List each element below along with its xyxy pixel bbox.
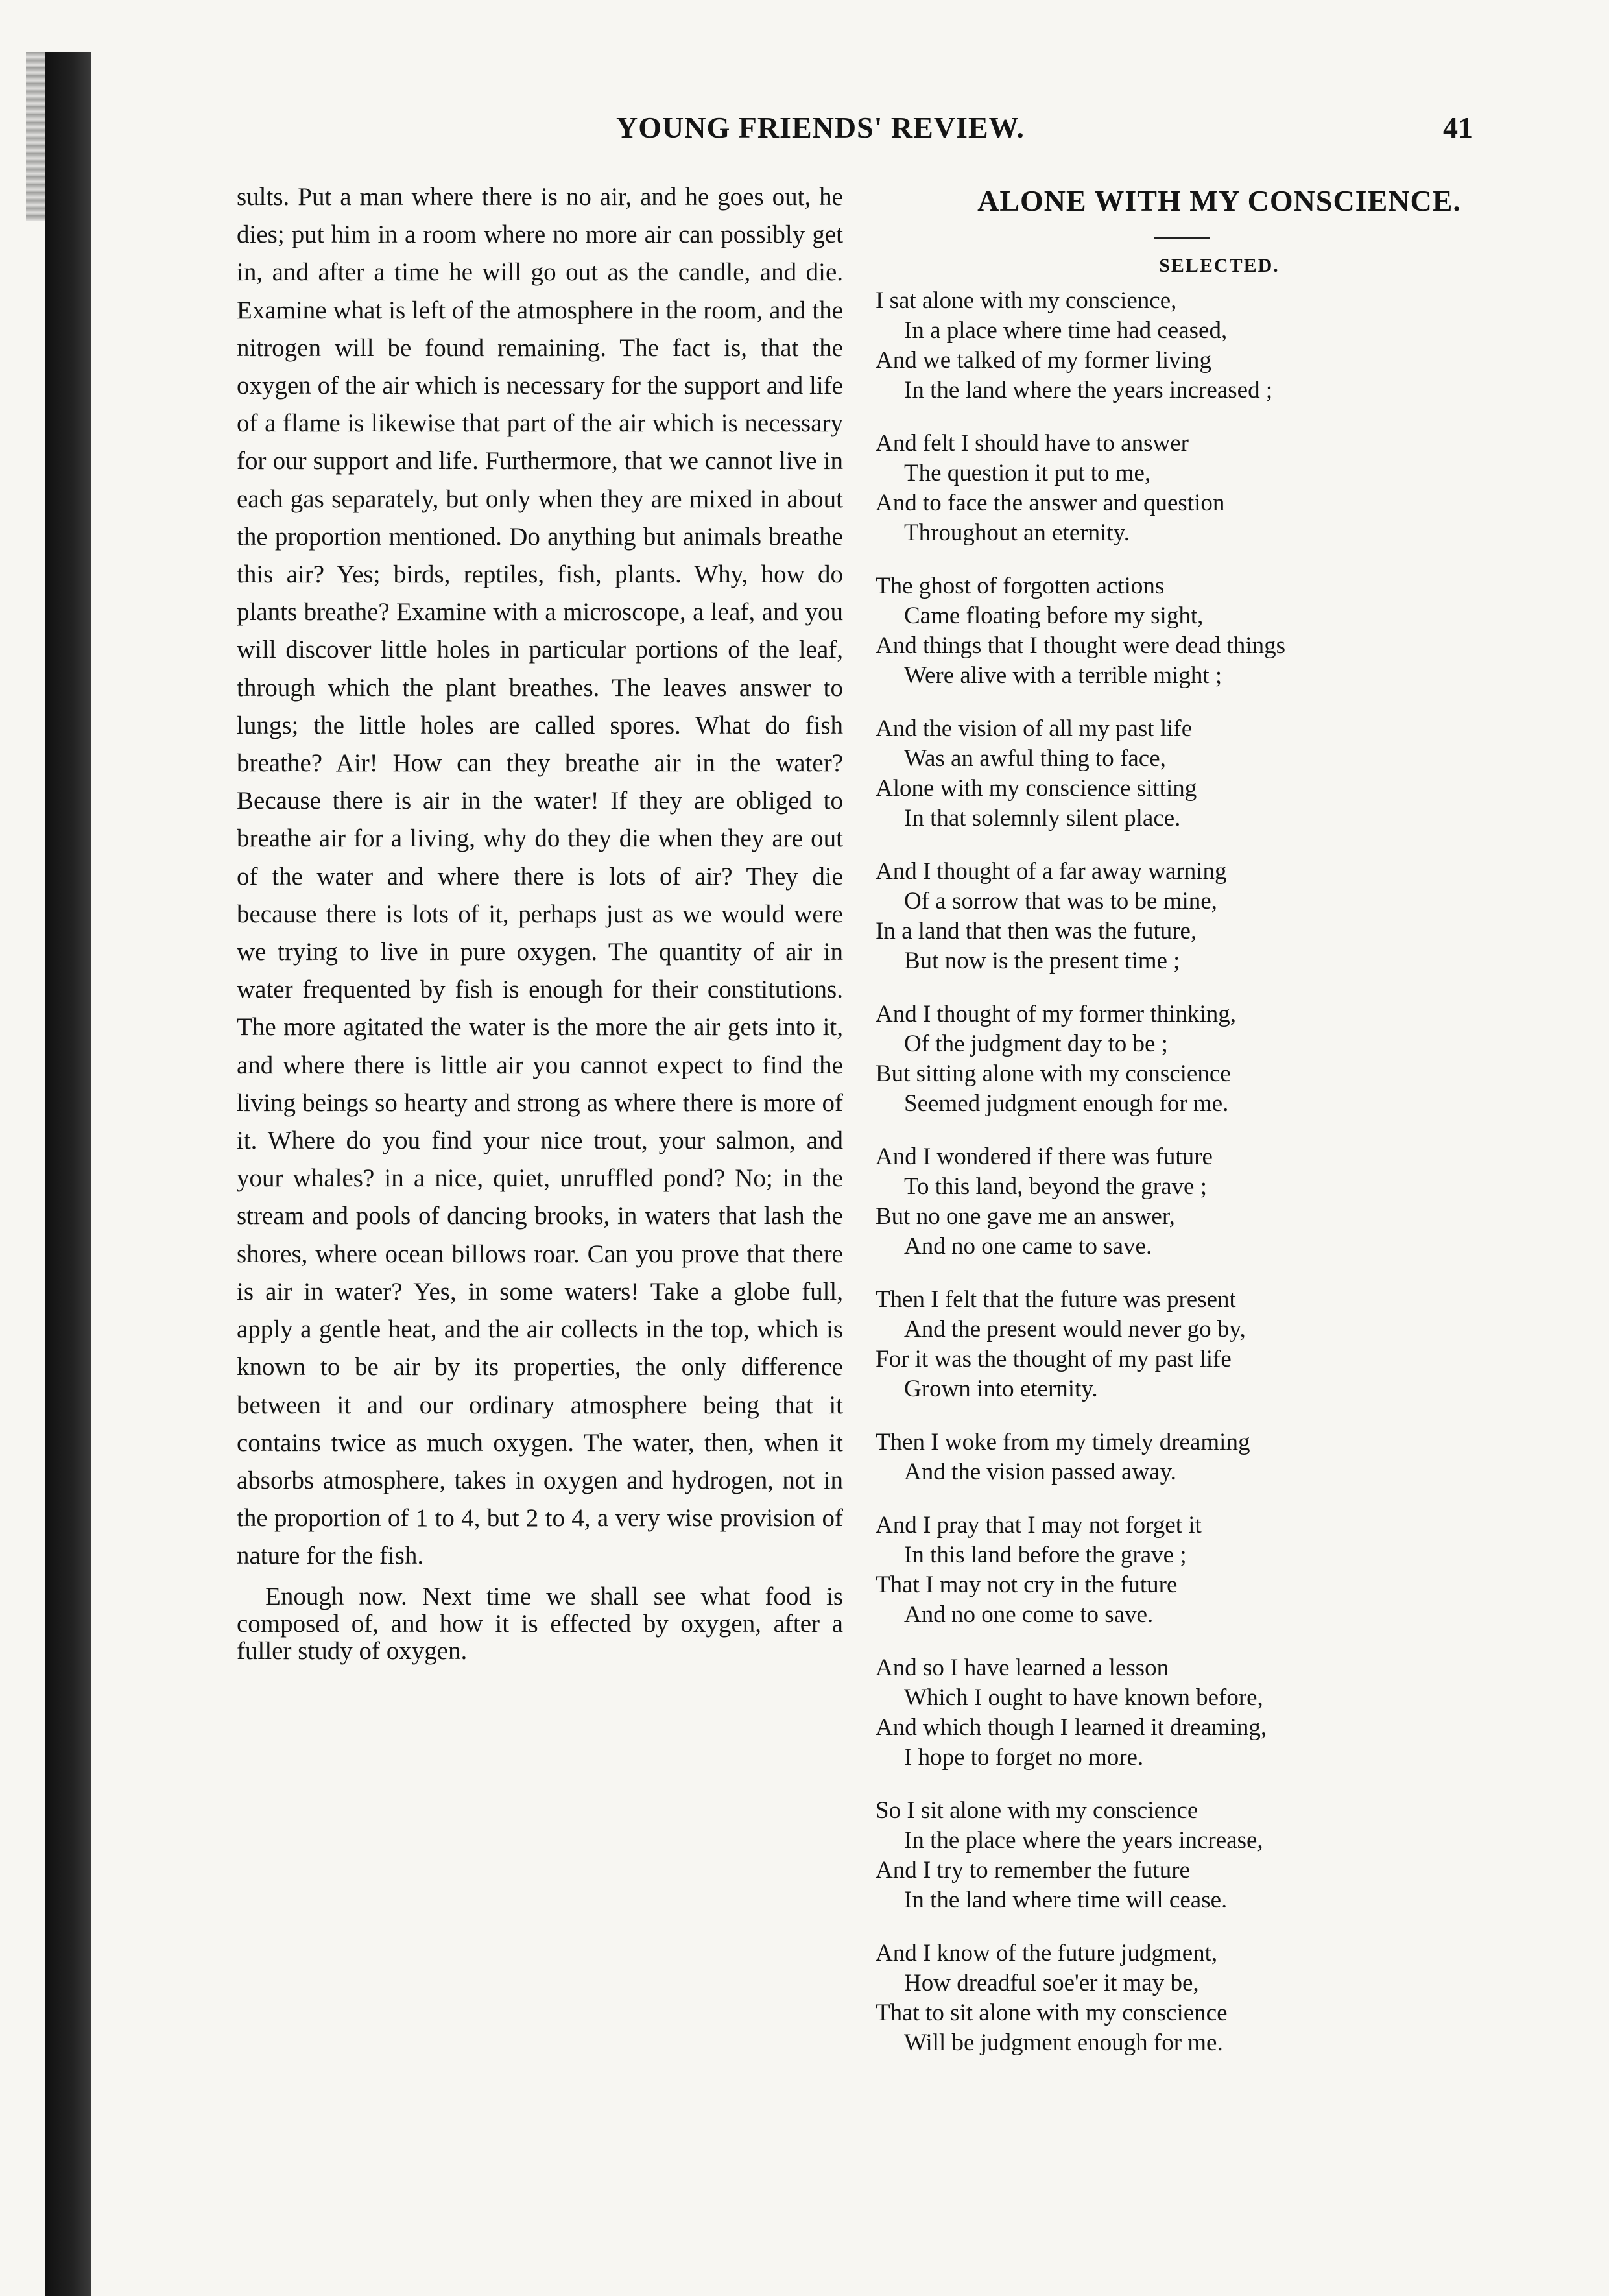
poem-line: But now is the present time ; (904, 948, 1180, 974)
poem-stanza (876, 1428, 1563, 1487)
page-binding-strip (45, 52, 91, 2296)
poem-line: Will be judgment enough for me. (904, 2029, 1223, 2056)
poem-line: Grown into eternity. (904, 1376, 1098, 1402)
article-paragraph-2: Enough now. Next time we shall see what food is composed of, and how it is effected by oxygen, after a fuller study of oxygen. (237, 1582, 843, 1665)
poem-line: And I thought of my former thinking, (876, 1001, 1236, 1027)
poem-byline: SELECTED. (1159, 255, 1280, 276)
article-paragraph-1: sults. Put a man where there is no air, and he goes out, he dies; put him in a room where no more air can possibly get in, and after a time he will go out as the candle, and die. Examine what is left of the atmosphere in the room, and the nitrogen will be found remaining. The fact is, that the oxygen of the air which is necessary for the support and life of a flame is likewise that part of the air which is necessary for our support and life. Furthermore, that we cannot live in each gas separately, but only when they are mixed in about the proportion mentioned. Do anything but animals breathe this air? Yes; birds, reptiles, fish, plants. Why, how do plants breathe? Examine with a microscope, a leaf, and you will discover little holes in particular portions of the leaf, through which the plant breathes. The leaves answer to lungs; the little holes are called spores. What do fish breathe? Air! How can they breathe air in the water? Because there is air in the water! If they are obliged to breathe air for a living, why do they die when they are out of the water and where there is lots of air? They die because there is lots of it, perhaps just as we would were we trying to live in pure oxygen. The quantity of air in water frequented by fish is enough for their constitutions. The more agitated the water is the more the air gets into it, and where there is little air you cannot expect to find the living beings so hearty and strong as where there is more of it. Where do you find your nice trout, your salmon, and your whales? in a nice, quiet, unruffled pond? No; in the stream and pools of dancing brooks, in waters that lash the shores, where ocean billows roar. Can you prove that there is air in water? Yes, in some waters! Take a globe full, apply a gentle heat, and the air collects in the top, which is known to be air by its properties, the only difference between it and our ordinary atmosphere being that it contains twice as much oxygen. The water, then, when it absorbs atmosphere, takes in oxygen and hydrogen, not in the proportion of 1 to 4, but 2 to 4, a very wise provision of nature for the fish. (237, 183, 843, 1570)
poem-line: The ghost of forgotten actions (876, 573, 1165, 599)
poem-stanza (876, 1653, 1563, 1773)
poem-line: But sitting alone with my conscience (876, 1060, 1231, 1087)
poem-stanza (876, 1511, 1563, 1630)
poem-line: And the vision passed away. (904, 1459, 1176, 1485)
poem-line: And no one come to save. (904, 1601, 1154, 1628)
poem-line: And I thought of a far away warning (876, 858, 1227, 885)
poem-line: I sat alone with my conscience, (876, 287, 1177, 314)
poem-line: That to sit alone with my conscience (876, 2000, 1228, 2026)
poem-line: And to face the answer and question (876, 490, 1225, 516)
poem-line: And I pray that I may not forget it (876, 1512, 1202, 1538)
poem-line: In that solemnly silent place. (904, 805, 1181, 831)
poem-stanza (876, 286, 1563, 405)
poem-line: Alone with my conscience sitting (876, 775, 1197, 802)
poem-line: Then I woke from my timely dreaming (876, 1429, 1250, 1455)
poem-line: And felt I should have to answer (876, 430, 1189, 457)
poem-line: To this land, beyond the grave ; (904, 1173, 1207, 1200)
poem-stanza (876, 999, 1563, 1119)
poem-line: In this land before the grave ; (904, 1542, 1187, 1568)
poem-line: And which though I learned it dreaming, (876, 1714, 1267, 1741)
running-header (0, 110, 1609, 162)
poem-line: And the present would never go by, (904, 1316, 1246, 1343)
poem-line: Which I ought to have known before, (904, 1684, 1263, 1711)
article-column (237, 178, 843, 1665)
poem-line: Seemed judgment enough for me. (904, 1090, 1229, 1117)
poem-line: In a place where time had ceased, (904, 317, 1228, 344)
poem-line: For it was the thought of my past life (876, 1346, 1232, 1372)
poem-line: How dreadful soe'er it may be, (904, 1970, 1199, 1996)
poem-line: And we talked of my former living (876, 347, 1211, 374)
poem-line: Then I felt that the future was present (876, 1286, 1236, 1313)
poem-line: And things that I thought were dead things (876, 632, 1285, 659)
poem-stanza (876, 857, 1563, 976)
poem-line: And I know of the future judgment, (876, 1940, 1218, 1967)
poem-line: In the place where the years increase, (904, 1827, 1263, 1854)
poem-line: Of the judgment day to be ; (904, 1031, 1168, 1057)
poem-line: The question it put to me, (904, 460, 1151, 486)
journal-title: YOUNG FRIENDS' REVIEW. (616, 111, 1025, 144)
poem-line: And no one came to save. (904, 1233, 1152, 1260)
page-number: 41 (1443, 111, 1473, 144)
poem-line: But no one gave me an answer, (876, 1203, 1175, 1230)
poem-column (876, 178, 1563, 2081)
title-rule-line (1154, 237, 1210, 239)
poem-line: Was an awful thing to face, (904, 745, 1166, 772)
poem-stanzas (876, 286, 1563, 2058)
title-rule (876, 224, 1563, 250)
poem-stanza (876, 1796, 1563, 1915)
poem-line: In the land where time will cease. (904, 1887, 1228, 1913)
poem-line: Throughout an eternity. (904, 520, 1130, 546)
poem-line: And I try to remember the future (876, 1857, 1190, 1883)
poem-stanza (876, 429, 1563, 548)
poem-line: In the land where the years increased ; (904, 377, 1273, 403)
poem-title: ALONE WITH MY CONSCIENCE. (977, 184, 1461, 217)
poem-line: In a land that then was the future, (876, 918, 1197, 944)
poem-line: So I sit alone with my conscience (876, 1797, 1198, 1824)
poem-line: That I may not cry in the future (876, 1572, 1178, 1598)
poem-stanza (876, 1142, 1563, 1262)
poem-line: I hope to forget no more. (904, 1744, 1144, 1771)
poem-line: And the vision of all my past life (876, 715, 1193, 742)
poem-line: And I wondered if there was future (876, 1143, 1213, 1170)
poem-line: Of a sorrow that was to be mine, (904, 888, 1217, 915)
poem-stanza (876, 1939, 1563, 2058)
poem-line: Came floating before my sight, (904, 603, 1204, 629)
poem-stanza (876, 571, 1563, 691)
poem-stanza (876, 714, 1563, 833)
poem-line: And so I have learned a lesson (876, 1655, 1169, 1681)
poem-stanza (876, 1285, 1563, 1404)
poem-line: Were alive with a terrible might ; (904, 662, 1222, 689)
